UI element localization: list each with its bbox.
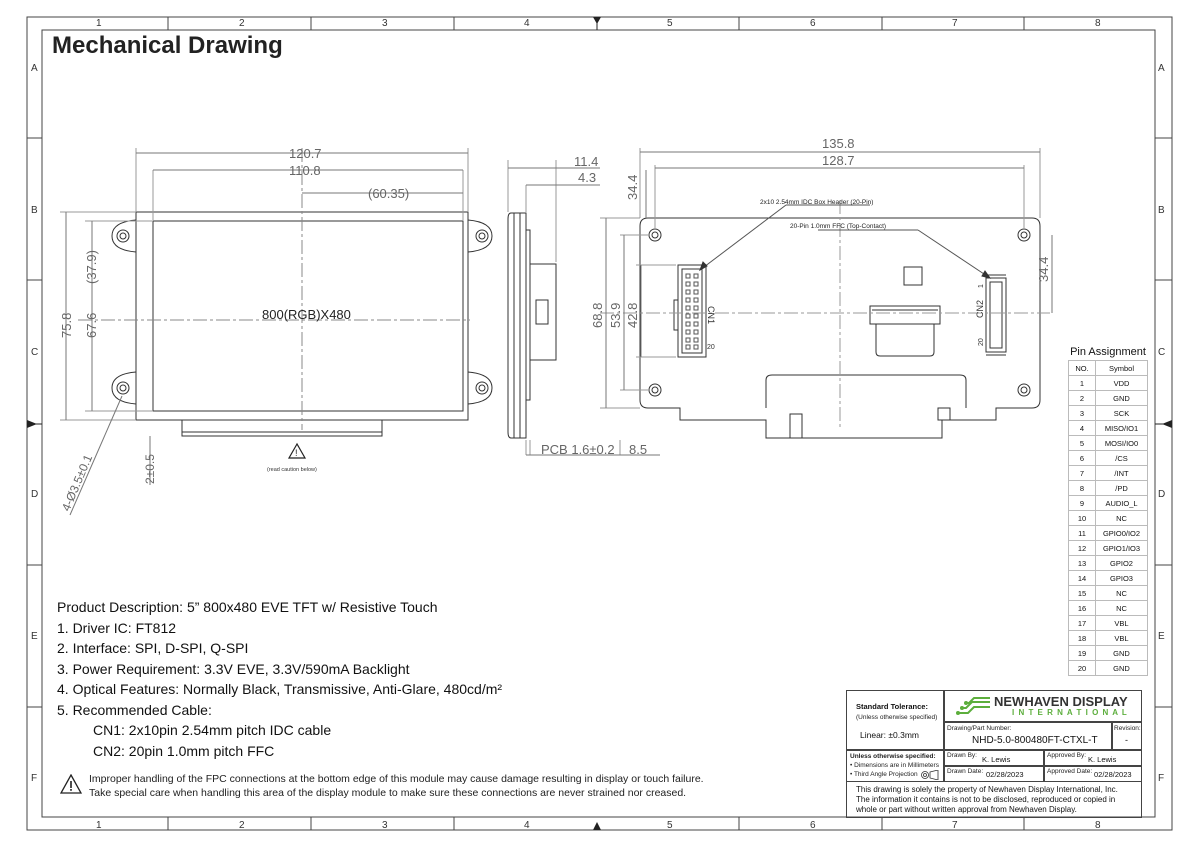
revision: - xyxy=(1125,735,1128,745)
cn2-pin-bottom: 20 xyxy=(978,338,985,346)
description-item: 1. Driver IC: FT812 xyxy=(57,619,177,636)
pin-no: 7 xyxy=(1069,466,1096,481)
pin-no: 18 xyxy=(1069,631,1096,646)
pin-row xyxy=(1069,466,1148,481)
front-view-dimensions xyxy=(59,146,409,513)
pin-assignment-table xyxy=(1068,344,1148,676)
part-number: NHD-5.0-800480FT-CTXL-T xyxy=(972,735,1098,746)
pin-symbol: NC xyxy=(1096,601,1148,616)
pin-symbol: MISO/IO1 xyxy=(1096,421,1148,436)
pin-row xyxy=(1069,421,1148,436)
row-label: D xyxy=(1158,489,1166,500)
pin-row xyxy=(1069,511,1148,526)
pin-row xyxy=(1069,436,1148,451)
caution-warning-icon xyxy=(60,774,82,794)
pin-symbol: GPIO3 xyxy=(1096,571,1148,586)
projection-icon xyxy=(921,770,939,780)
company-name: NEWHAVEN DISPLAY xyxy=(994,694,1128,709)
row-label: F xyxy=(31,773,38,784)
col-label: 5 xyxy=(667,820,673,831)
pin-no: 16 xyxy=(1069,601,1096,616)
pin-no: 3 xyxy=(1069,406,1096,421)
dim-depth-inner: 4.3 xyxy=(578,170,597,185)
col-label: 3 xyxy=(382,820,388,831)
callout-header: 2x10 2.54mm IDC Box Header (20-Pin) xyxy=(760,199,874,206)
drawn-date-label: Drawn Date: xyxy=(947,768,984,775)
title-block xyxy=(846,690,1142,818)
pin-symbol: AUDIO_L xyxy=(1096,496,1148,511)
pin-row xyxy=(1069,571,1148,586)
pin-assignment-title: Pin Assignment xyxy=(1070,346,1146,358)
pin-row xyxy=(1069,496,1148,511)
pin-symbol: SCK xyxy=(1096,406,1148,421)
col-label: 8 xyxy=(1095,18,1101,29)
pin-no: 15 xyxy=(1069,586,1096,601)
caution-note: (read caution below) xyxy=(267,467,317,473)
pin-symbol: VBL xyxy=(1096,631,1148,646)
pin-row xyxy=(1069,451,1148,466)
pin-symbol: GND xyxy=(1096,391,1148,406)
approved-by-label: Approved By: xyxy=(1047,752,1087,759)
description-item: 3. Power Requirement: 3.3V EVE, 3.3V/590mA Backlight xyxy=(57,660,410,677)
revision-label: Revision: xyxy=(1114,725,1141,732)
col-label: 2 xyxy=(239,820,245,831)
row-label: D xyxy=(31,489,39,500)
dim-back-width-outer: 135.8 xyxy=(822,136,855,151)
dim-back-height-outer: 68.8 xyxy=(590,302,605,328)
pin-symbol: /INT xyxy=(1096,466,1148,481)
pin-header-row xyxy=(1069,361,1148,376)
pin-no: 13 xyxy=(1069,556,1096,571)
dim-back-top-left: 34.4 xyxy=(625,174,640,200)
unless-item: • Dimensions are in Millimeters xyxy=(850,762,939,769)
front-view xyxy=(60,148,492,515)
std-tol-label: Standard Tolerance: xyxy=(856,702,928,711)
dim-width-outer: 120.7 xyxy=(289,146,322,161)
pin-symbol: MOSI/IO0 xyxy=(1096,436,1148,451)
company-sub: I N T E R N A T I O N A L xyxy=(1012,708,1128,717)
property-line: This drawing is solely the property of Newhaven Display International, Inc. xyxy=(856,785,1118,794)
dim-half-width: (60.35) xyxy=(368,186,410,201)
cable-item: CN2: 20pin 1.0mm pitch FFC xyxy=(93,742,275,759)
dim-back-width-holes: 128.7 xyxy=(822,153,855,168)
cn1-pin-label: 20 xyxy=(707,344,715,351)
pin-row xyxy=(1069,661,1148,676)
approved-date-label: Approved Date: xyxy=(1047,768,1093,775)
pin-row xyxy=(1069,391,1148,406)
drawn-date: 02/28/2023 xyxy=(986,770,1024,779)
pin-symbol: GPIO1/IO3 xyxy=(1096,541,1148,556)
dim-depth: 11.4 xyxy=(574,154,599,169)
pin-row xyxy=(1069,541,1148,556)
pin-row xyxy=(1069,406,1148,421)
pin-no: 5 xyxy=(1069,436,1096,451)
description-item: 5. Recommended Cable: xyxy=(57,701,212,718)
row-label: E xyxy=(1158,631,1165,642)
product-description xyxy=(57,597,502,761)
row-label: A xyxy=(31,63,38,74)
pin-symbol: /PD xyxy=(1096,481,1148,496)
col-label: 3 xyxy=(382,18,388,29)
row-label: C xyxy=(1158,347,1166,358)
pin-no: 12 xyxy=(1069,541,1096,556)
cn2-pin-top: 1 xyxy=(978,284,985,288)
pin-symbol: GPIO0/IO2 xyxy=(1096,526,1148,541)
pin-no: 1 xyxy=(1069,376,1096,391)
pin-row xyxy=(1069,526,1148,541)
page-title: Mechanical Drawing xyxy=(52,32,283,59)
col-label: 4 xyxy=(524,18,530,29)
cable-item: CN1: 2x10pin 2.54mm pitch IDC cable xyxy=(93,722,332,738)
pin-row xyxy=(1069,481,1148,496)
pin-symbol: GND xyxy=(1096,661,1148,676)
row-label: E xyxy=(31,631,38,642)
dim-offset: 2±0.5 xyxy=(143,454,157,484)
cn1-label: CN1 xyxy=(706,306,716,325)
dim-hole-diameter: 4-Ø3.5±0.1 xyxy=(58,452,96,514)
drawn-by-label: Drawn By: xyxy=(947,752,977,759)
warning-icon-mark: ! xyxy=(295,448,298,458)
approved-by: K. Lewis xyxy=(1088,755,1117,764)
dim-width-active: 110.8 xyxy=(289,163,321,178)
description-heading: Product Description: 5” 800x480 EVE TFT w/ Resistive Touch xyxy=(57,599,438,615)
pin-symbol: NC xyxy=(1096,586,1148,601)
col-label: 6 xyxy=(810,820,816,831)
row-label: A xyxy=(1158,63,1165,74)
col-label: 2 xyxy=(239,18,245,29)
row-label: C xyxy=(31,347,39,358)
approved-date: 02/28/2023 xyxy=(1094,770,1132,779)
pin-symbol: GPIO2 xyxy=(1096,556,1148,571)
pin-symbol: NC xyxy=(1096,511,1148,526)
pin-no: 6 xyxy=(1069,451,1096,466)
pin-no: 19 xyxy=(1069,646,1096,661)
dim-pcb: PCB 1.6±0.2 xyxy=(541,442,615,457)
col-label: 5 xyxy=(667,18,673,29)
pin-row xyxy=(1069,616,1148,631)
pin-symbol: /CS xyxy=(1096,451,1148,466)
row-label: F xyxy=(1158,773,1165,784)
caution-line: Improper handling of the FPC connections at the bottom edge of this module may cause damage resulting in display or touch failure. xyxy=(89,773,704,785)
col-label: 4 xyxy=(524,820,530,831)
pin-row xyxy=(1069,646,1148,661)
pin-no: 2 xyxy=(1069,391,1096,406)
pin-row xyxy=(1069,556,1148,571)
unless-label: Unless otherwise specified: xyxy=(850,753,936,760)
callout-ffc: 20-Pin 1.0mm FFC (Top-Contact) xyxy=(790,223,887,230)
col-label: 7 xyxy=(952,18,958,29)
pin-symbol: VDD xyxy=(1096,376,1148,391)
dim-back-header-height: 42.8 xyxy=(625,302,640,328)
dim-height-active: 67.6 xyxy=(84,312,99,338)
pin-symbol: GND xyxy=(1096,646,1148,661)
linear-tolerance: Linear: ±0.3mm xyxy=(860,730,919,740)
col-label: 1 xyxy=(96,820,102,831)
row-label: B xyxy=(31,205,38,216)
dim-back-height-holes: 53.9 xyxy=(608,302,623,328)
dim-pcb-offset: 8.5 xyxy=(629,442,648,457)
pin-header-symbol: Symbol xyxy=(1096,361,1148,376)
cn2-label: CN2 xyxy=(975,299,985,318)
drawn-by: K. Lewis xyxy=(982,755,1011,764)
pin-no: 20 xyxy=(1069,661,1096,676)
pin-symbol: VBL xyxy=(1096,616,1148,631)
pin-no: 10 xyxy=(1069,511,1096,526)
part-number-label: Drawing/Part Number: xyxy=(947,725,1012,732)
description-item: 4. Optical Features: Normally Black, Transmissive, Anti-Glare, 480cd/m² xyxy=(57,681,503,697)
description-item: 2. Interface: SPI, D-SPI, Q-SPI xyxy=(57,640,249,656)
pin-header-no: NO. xyxy=(1069,361,1096,376)
unless-item: • Third Angle Projection xyxy=(850,771,918,778)
row-label: B xyxy=(1158,205,1165,216)
pin-row xyxy=(1069,631,1148,646)
col-label: 1 xyxy=(96,18,102,29)
back-view xyxy=(600,148,1052,438)
pin-no: 17 xyxy=(1069,616,1096,631)
col-label: 7 xyxy=(952,820,958,831)
col-label: 6 xyxy=(810,18,816,29)
std-tol-sub: (Unless otherwise specified) xyxy=(856,714,938,721)
property-line: The information it contains is not to be disclosed, reproduced or copied in xyxy=(856,795,1116,804)
dim-height-outer: 75.8 xyxy=(59,312,74,338)
resolution-label: 800(RGB)X480 xyxy=(262,307,351,322)
pin-no: 4 xyxy=(1069,421,1096,436)
pin-no: 8 xyxy=(1069,481,1096,496)
pin-row xyxy=(1069,601,1148,616)
pin-no: 9 xyxy=(1069,496,1096,511)
dim-back-top-right: 34.4 xyxy=(1036,256,1051,282)
pin-no: 11 xyxy=(1069,526,1096,541)
dim-half-height: (37.9) xyxy=(84,250,99,284)
caution-line: Take special care when handling this area of the display module to make sure these connections are never strained nor creased. xyxy=(89,787,687,799)
pin-row xyxy=(1069,376,1148,391)
property-line: whole or part without written approval from Newhaven Display. xyxy=(856,805,1077,814)
col-label: 8 xyxy=(1095,820,1101,831)
pin-row xyxy=(1069,586,1148,601)
pin-no: 14 xyxy=(1069,571,1096,586)
newhaven-logo-icon xyxy=(956,695,992,717)
